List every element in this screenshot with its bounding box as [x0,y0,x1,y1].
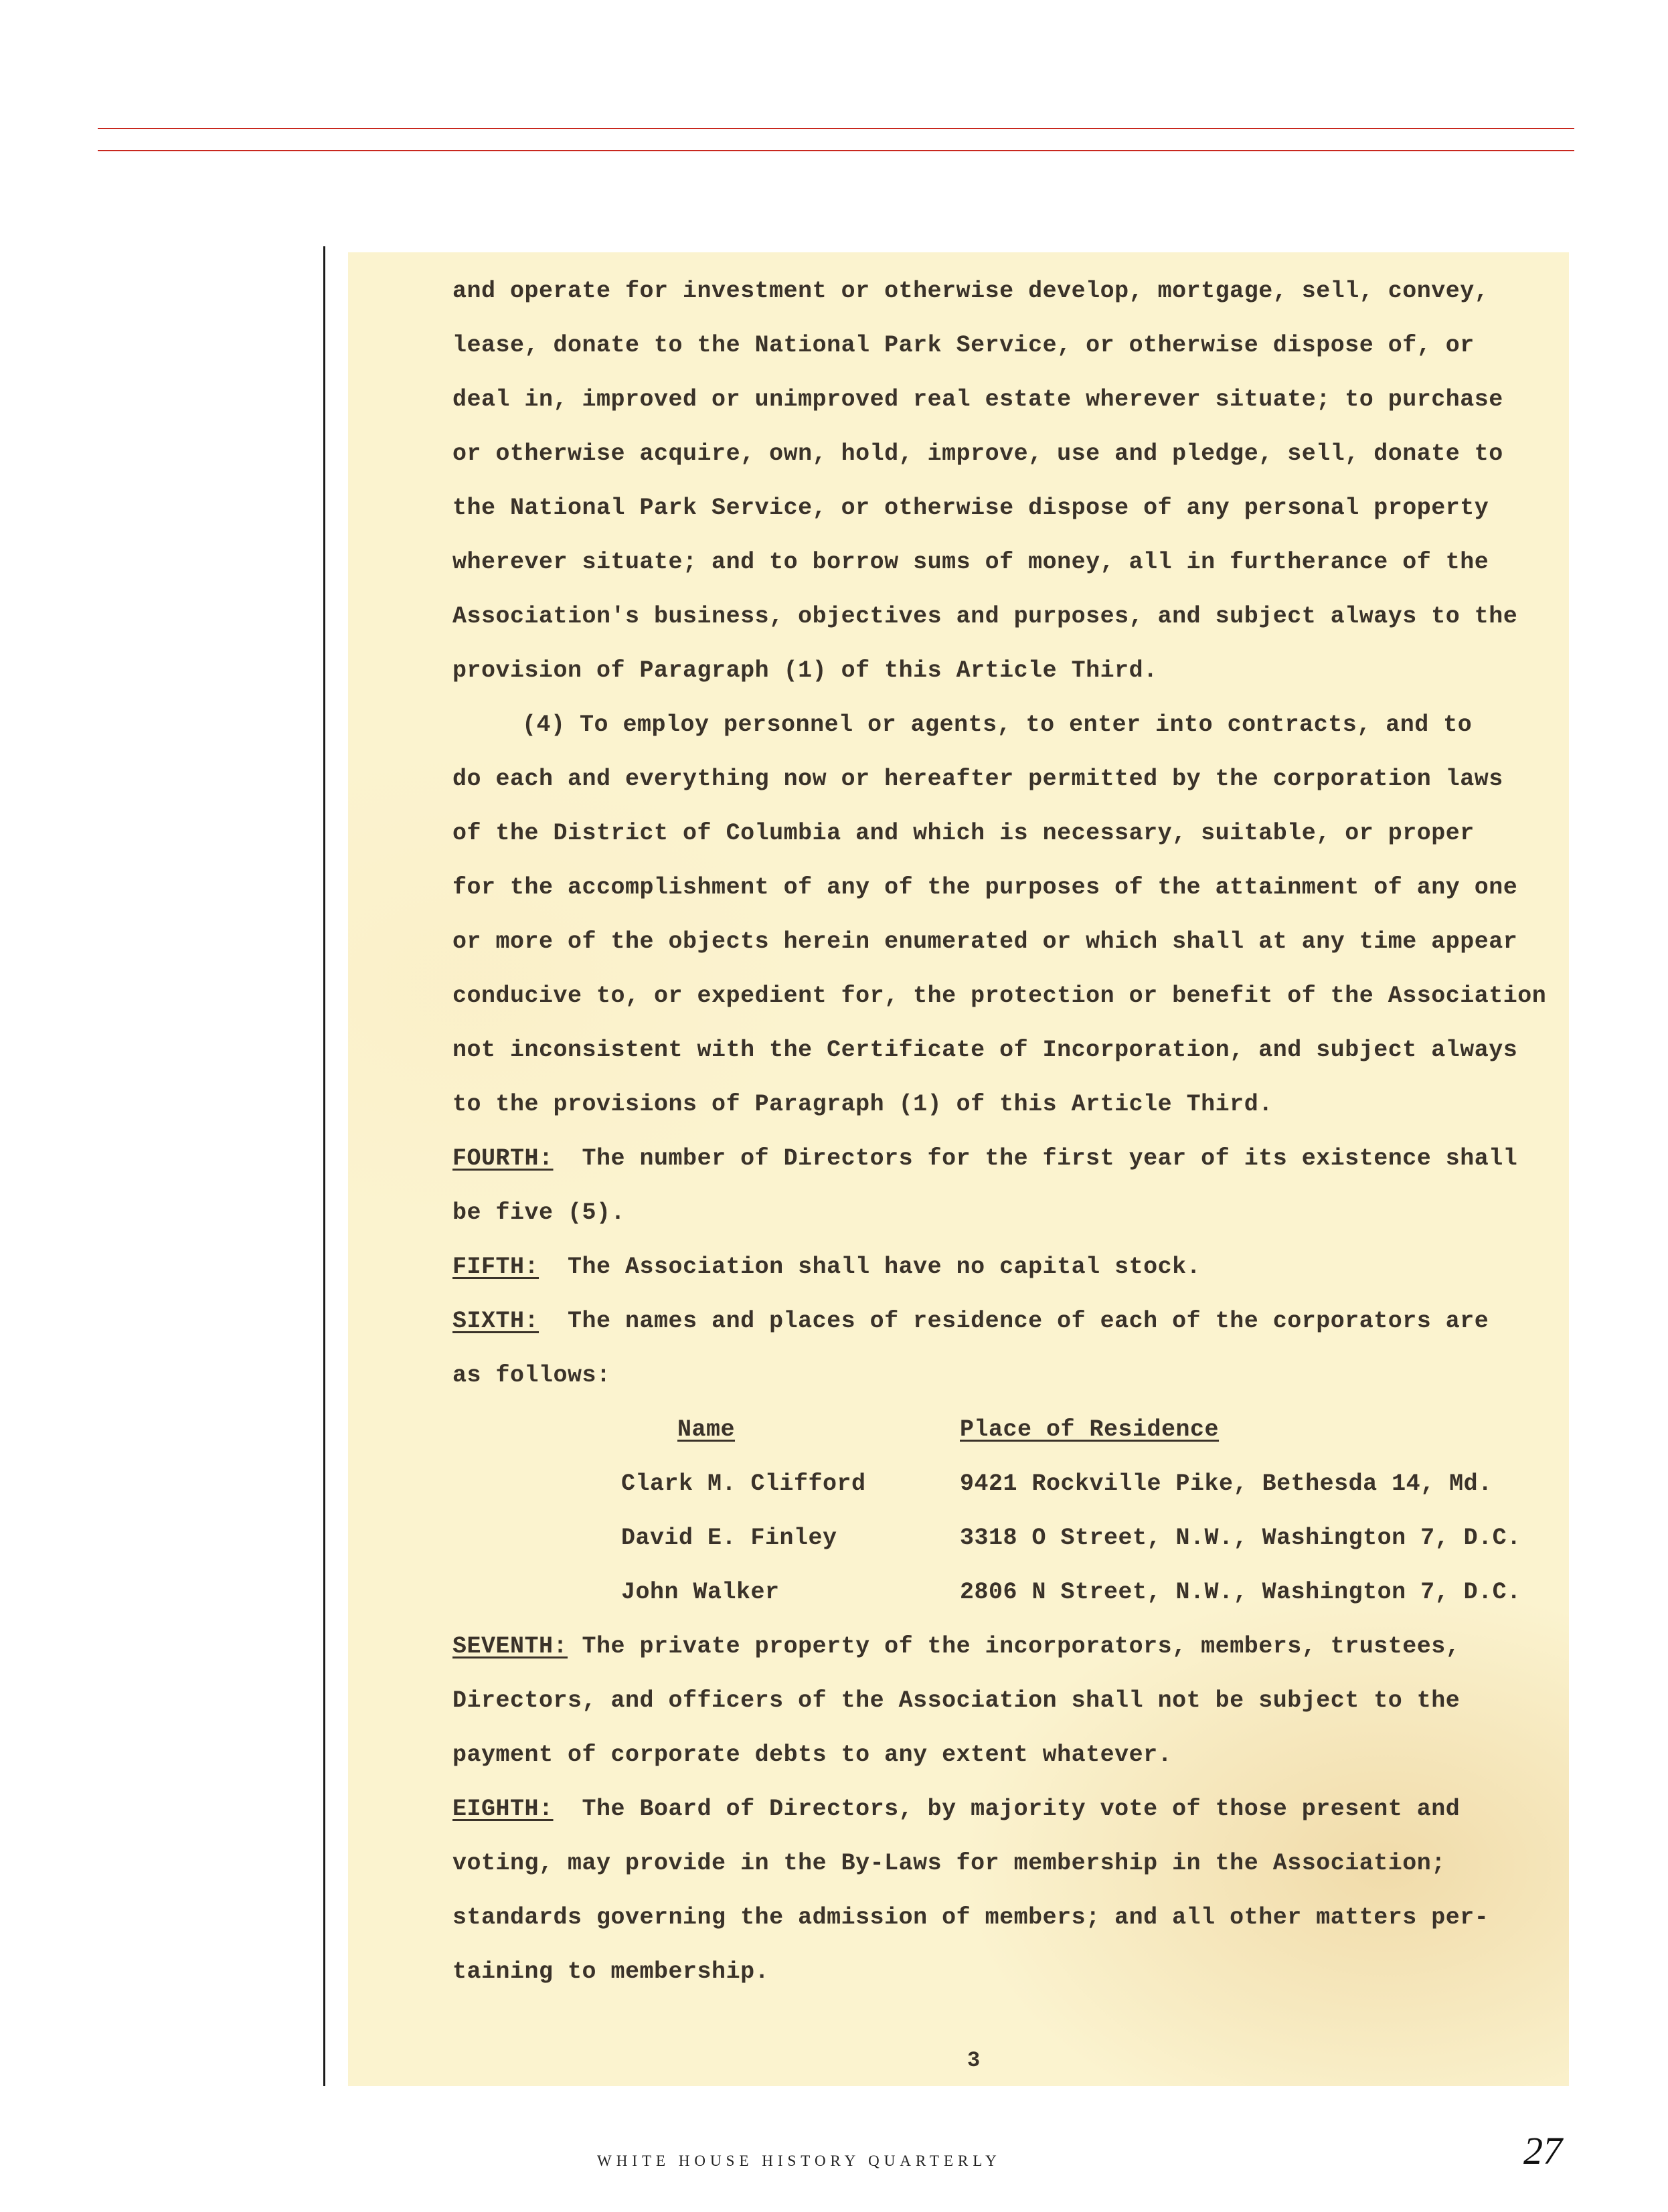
corporator-name: Clark M. Clifford [621,1470,866,1497]
corporators-table [452,1413,1550,1630]
article-seventh [452,1630,1550,1792]
article-label: SEVENTH: [452,1633,568,1660]
corporator-residence: 9421 Rockville Pike, Bethesda 14, Md. [960,1470,1493,1497]
corporator-residence: 2806 N Street, N.W., Washington 7, D.C. [960,1579,1521,1606]
text-line: to the provisions of Paragraph (1) of this Article Third. [452,1091,1273,1118]
corporator-name: John Walker [621,1579,780,1606]
article-label: FIFTH: [452,1254,539,1280]
text-line: taining to membership. [452,1958,770,1985]
text-line: for the accomplishment of any of the purposes of the attainment of any one [452,874,1518,901]
article-text: The private property of the incorporators, members, trustees, [568,1633,1461,1660]
header-name [452,1413,960,1467]
text-line: standards governing the admission of members; and all other matters per- [452,1904,1489,1931]
header-name-text: Name [677,1416,736,1443]
text-line: the National Park Service, or otherwise dispose of any personal property [452,495,1489,521]
article-text: The number of Directors for the first year of its existence shall [553,1145,1518,1172]
article-text: The Board of Directors, by majority vote of those present and [553,1796,1461,1822]
text-line: or more of the objects herein enumerated or which shall at any time appear [452,928,1518,955]
table-header [452,1413,1550,1467]
text-line: as follows: [452,1362,611,1389]
text-line [452,1630,1550,1684]
text-line [452,1250,1550,1304]
corporator-residence: 3318 O Street, N.W., Washington 7, D.C. [960,1525,1521,1551]
text-line: deal in, improved or unimproved real estate wherever situate; to purchase [452,386,1503,413]
document-text [452,274,1550,2009]
magazine-page-number: 27 [1523,2129,1562,2173]
text-line: lease, donate to the National Park Service, or otherwise dispose of, or [452,332,1475,359]
text-line: voting, may provide in the By-Laws for membership in the Association; [452,1850,1446,1877]
text-line [452,1142,1550,1196]
document-page-number: 3 [967,2048,981,2073]
text-line: payment of corporate debts to any extent whatever. [452,1741,1173,1768]
text-line: Directors, and officers of the Association shall not be subject to the [452,1687,1461,1714]
table-row [452,1576,1550,1630]
paragraph-powers-continued [452,274,1550,708]
text-line: not inconsistent with the Certificate of Incorporation, and subject always [452,1037,1518,1064]
header-rule-bottom [98,150,1574,151]
text-line: (4) To employ personnel or agents, to enter into contracts, and to [522,711,1473,738]
article-fifth [452,1250,1550,1304]
article-fourth [452,1142,1550,1250]
text-line: do each and everything now or hereafter permitted by the corporation laws [452,766,1503,792]
article-eighth [452,1792,1550,2009]
article-text: The Association shall have no capital stock. [539,1254,1201,1280]
publication-title: WHITE HOUSE HISTORY QUARTERLY [597,2152,1001,2169]
margin-line [323,246,325,2086]
text-line [452,1304,1550,1359]
header-rule-top [98,128,1574,129]
table-row [452,1467,1550,1521]
table-row [452,1521,1550,1576]
paragraph-4 [452,708,1550,1142]
text-line: conducive to, or expedient for, the protection or benefit of the Association [452,983,1547,1009]
corporator-name: David E. Finley [621,1525,837,1551]
text-line: or otherwise acquire, own, hold, improve, use and pledge, sell, donate to [452,440,1503,467]
article-label: FOURTH: [452,1145,554,1172]
text-line: provision of Paragraph (1) of this Article Third. [452,657,1158,684]
header-residence-text: Place of Residence [960,1416,1220,1443]
text-line [452,1792,1550,1847]
article-label: EIGHTH: [452,1796,554,1822]
text-line: and operate for investment or otherwise develop, mortgage, sell, convey, [452,278,1489,305]
header-residence [960,1413,1219,1467]
text-line: of the District of Columbia and which is necessary, suitable, or proper [452,820,1475,847]
text-line: wherever situate; and to borrow sums of money, all in furtherance of the [452,549,1489,576]
article-label: SIXTH: [452,1308,539,1335]
article-text: The names and places of residence of each of the corporators are [539,1308,1489,1335]
text-line: Association's business, objectives and purposes, and subject always to the [452,603,1518,630]
article-sixth [452,1304,1550,1413]
text-line: be five (5). [452,1199,626,1226]
